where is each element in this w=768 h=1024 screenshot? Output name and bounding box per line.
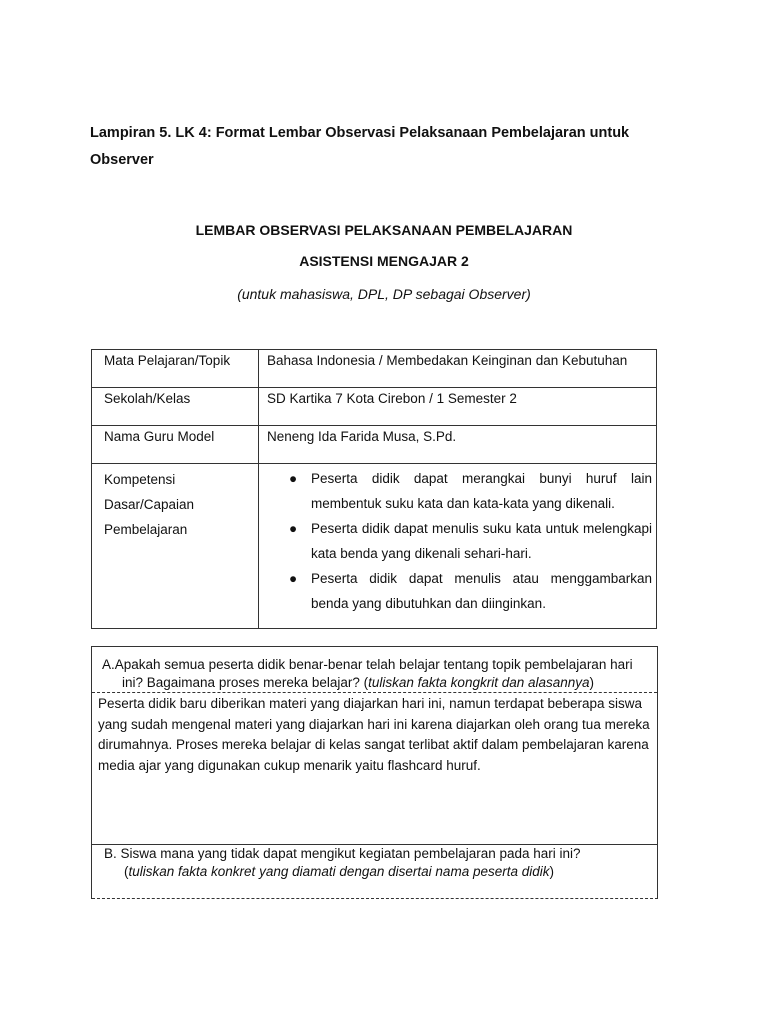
question-a-line-1: A.Apakah semua peserta didik benar-benar telah belajar tentang topik pembelajaran hari	[102, 657, 633, 672]
bullet-icon: ●	[289, 521, 298, 536]
competency-label	[92, 464, 259, 629]
competency-label-line: Dasar/Capaian	[104, 497, 195, 512]
competency-item-text: Peserta didik dapat menulis atau menggambarkan benda yang dibutuhkan dan diinginkan.	[311, 571, 652, 611]
teacher-value: Neneng Ida Farida Musa, S.Pd.	[259, 426, 657, 464]
bullet-icon: ●	[289, 571, 298, 586]
divider	[92, 898, 658, 899]
table-row	[92, 464, 657, 629]
question-b-line-1: B. Siswa mana yang tidak dapat mengikut kegiatan pembelajaran pada hari ini?	[104, 846, 581, 861]
list-item	[259, 466, 652, 516]
appendix-heading	[90, 120, 690, 174]
question-b	[92, 845, 657, 881]
question-b-line-2	[104, 863, 651, 881]
answer-a-field[interactable]: Peserta didik baru diberikan materi yang diajarkan hari ini, namun terdapat beberapa siswa yang sudah mengenal materi yang diajarkan hari ini karena diajarkan oleh orang tua mereka dirumahnya. Proses mereka belajar di kelas sangat terlibat aktif dalam pembelajaran karena media ajar yang digunakan cukup menarik yaitu flashcard huruf.	[98, 696, 650, 773]
question-a-instruction: tuliskan fakta kongkrit dan alasannya	[368, 675, 590, 690]
list-item	[259, 566, 652, 616]
info-table	[91, 349, 657, 629]
question-a-close: )	[589, 675, 595, 690]
competency-list-cell	[259, 464, 657, 629]
appendix-title-line-2: Observer	[90, 152, 154, 168]
question-b-close: )	[549, 864, 554, 879]
question-a-line-2	[102, 674, 651, 692]
document-subtitle: ASISTENSI MENGAJAR 2	[299, 253, 469, 269]
school-value: SD Kartika 7 Kota Cirebon / 1 Semester 2	[259, 388, 657, 426]
competency-label-line: Kompetensi	[104, 472, 176, 487]
competency-label-line: Pembelajaran	[104, 522, 188, 537]
competency-list	[259, 466, 656, 616]
list-item	[259, 516, 652, 566]
table-row	[92, 426, 657, 464]
school-label: Sekolah/Kelas	[92, 388, 259, 426]
question-a	[92, 647, 657, 692]
observation-questions-box	[91, 646, 658, 899]
document-note: (untuk mahasiswa, DPL, DP sebagai Observer)	[237, 286, 531, 302]
competency-item-text: Peserta didik dapat merangkai bunyi huruf lain membentuk suku kata dan kata-kata yang dikenali.	[311, 471, 652, 511]
question-b-instruction: tuliskan fakta konkret yang diamati dengan disertai nama peserta didik	[128, 864, 550, 879]
appendix-title-line-1: Lampiran 5. LK 4: Format Lembar Observasi Pelaksanaan Pembelajaran untuk	[90, 125, 630, 141]
question-a-text: ini? Bagaimana proses mereka belajar? (	[122, 675, 369, 690]
competency-item-text: Peserta didik dapat menulis suku kata untuk melengkapi kata benda yang dikenali sehari-hari.	[311, 521, 652, 561]
table-row	[92, 350, 657, 388]
document-title: LEMBAR OBSERVASI PELAKSANAAN PEMBELAJARAN	[195, 222, 573, 238]
subject-value: Bahasa Indonesia / Membedakan Keinginan dan Kebutuhan	[259, 350, 657, 388]
question-b-open: (	[124, 864, 129, 879]
subject-label: Mata Pelajaran/Topik	[92, 350, 259, 388]
bullet-icon: ●	[289, 471, 298, 486]
teacher-label: Nama Guru Model	[92, 426, 259, 464]
table-row	[92, 388, 657, 426]
